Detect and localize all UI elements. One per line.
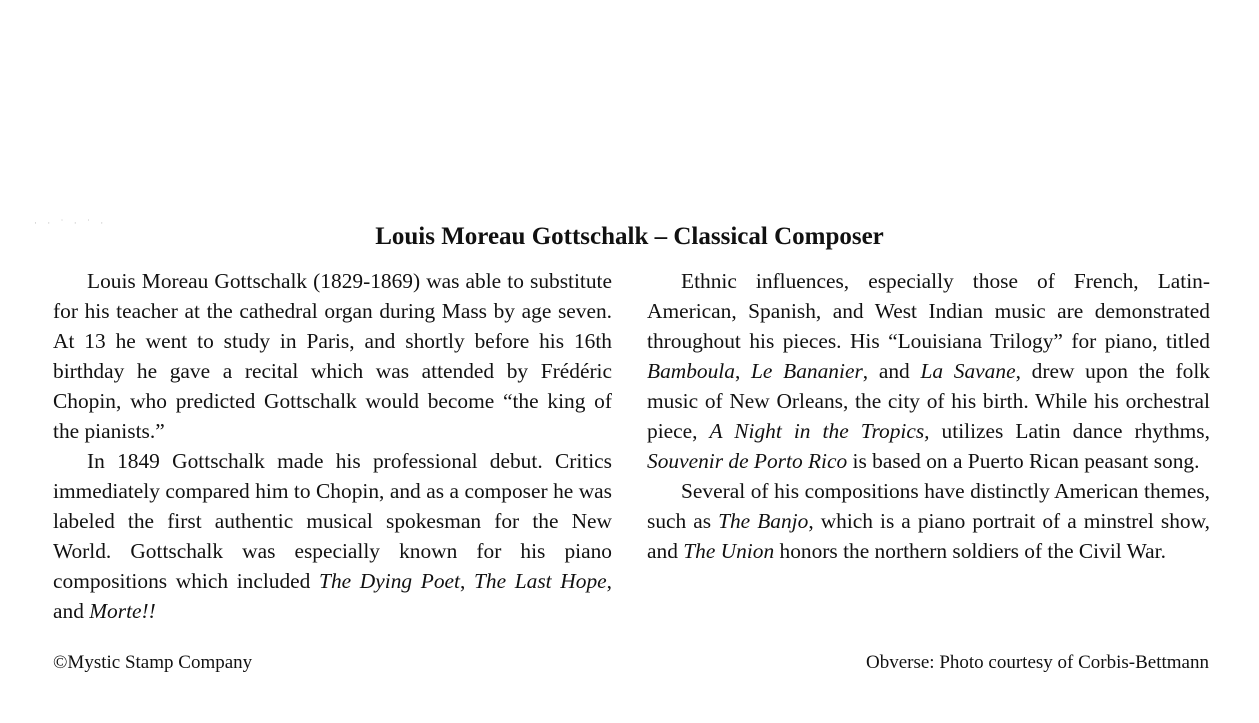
work-title: Morte!!: [89, 599, 156, 623]
text-fragment: honors the northern soldiers of the Civil War.: [774, 539, 1166, 563]
work-title: Souvenir de Porto Rico: [647, 449, 848, 473]
paragraph-ethnic-influences: [647, 266, 1210, 476]
paragraph-debut: [53, 446, 612, 626]
copyright-notice: ©Mystic Stamp Company: [53, 652, 253, 673]
left-column: [53, 266, 612, 626]
work-title: The Last Hope: [474, 569, 607, 593]
work-title: Bamboula: [647, 359, 735, 383]
page-title: Louis Moreau Gottschalk – Classical Composer: [375, 223, 884, 250]
text-fragment: utilizes Latin dance rhythms,: [929, 419, 1210, 443]
text-fragment: , and: [53, 569, 612, 623]
work-title: La Savane: [920, 359, 1016, 383]
text-fragment: ,: [734, 359, 752, 383]
work-title: The Union: [683, 539, 775, 563]
work-title: A Night in the Tropics,: [709, 419, 930, 443]
photo-credit: Obverse: Photo courtesy of Corbis-Bettmann: [865, 652, 1209, 673]
right-column: [647, 266, 1210, 566]
text-fragment: , which is a piano portrait of a minstrel show, and: [647, 509, 1210, 563]
paragraph-american-themes: [647, 476, 1210, 566]
paragraph-text: Louis Moreau Gottschalk (1829-1869) was able to substitute for his teacher at the cathedral organ during Mass by age seven. At 13 he went to study in Paris, and shortly before his 16th birthday he gave a recital which was attended by Frédéric Chopin, who predicted Gottschalk would become “the king of the pianists.”: [53, 269, 612, 443]
paragraph-early-life: [53, 266, 612, 446]
paragraph-text: In 1849 Gottschalk made his professional debut. Critics immediately compared him to Chopin, and as a composer he was labeled the first authentic musical spokesman for the New World. Gottschalk was especially known for his piano compositions which included: [53, 449, 612, 593]
scan-artifact: · · ˙ · ˙ ·: [34, 218, 108, 228]
text-fragment: Ethnic influences, especially those of French, Latin-American, Spanish, and West Indian music are demonstrated throughout his pieces. His “Louisiana Trilogy” for piano, titled: [647, 269, 1210, 353]
text-fragment: , drew upon the folk music of New Orleans, the city of his birth. While his orchestral piece,: [647, 359, 1210, 443]
text-fragment: is based on a Puerto Rican peasant song.: [847, 449, 1200, 473]
work-title: The Banjo: [718, 509, 809, 533]
text-fragment: Several of his compositions have distinctly American themes, such as: [647, 479, 1210, 533]
work-title: The Dying Poet: [319, 569, 460, 593]
work-title: Le Bananier: [751, 359, 863, 383]
text-fragment: , and: [862, 359, 921, 383]
text-fragment: ,: [459, 569, 474, 593]
